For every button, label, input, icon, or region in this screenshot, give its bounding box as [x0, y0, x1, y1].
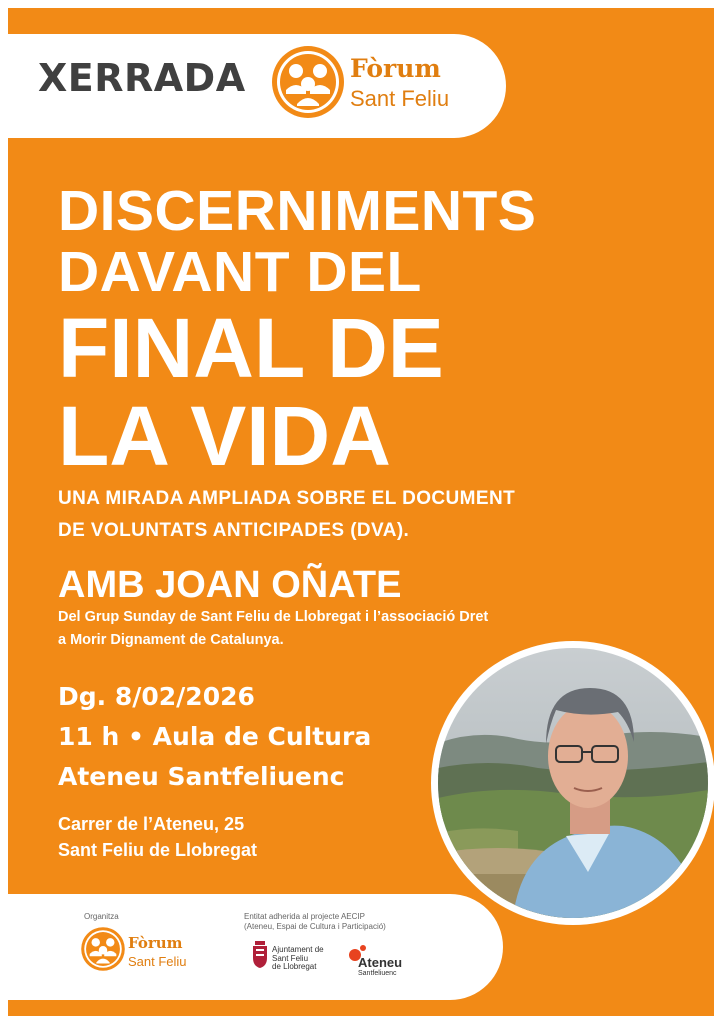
aecip-note-line-2: (Ateneu, Espai de Cultura i Participació) — [244, 922, 386, 931]
forum-logo-title: Fòrum — [350, 54, 441, 83]
aecip-note — [244, 912, 386, 932]
footer-forum-logo — [80, 926, 210, 986]
forum-logo-subtitle: Sant Feliu — [350, 86, 450, 111]
title-line-3: FINAL DE — [58, 301, 444, 395]
speaker-photo — [431, 641, 714, 925]
speaker-name: AMB JOAN OÑATE — [58, 564, 402, 606]
ajuntament-logo — [252, 940, 342, 980]
speaker-description-1: Del Grup Sunday de Sant Feliu de Llobregat i l’associació Dret — [58, 609, 489, 625]
forum-people-icon — [270, 44, 346, 120]
ajuntament-line-1: Ajuntament de — [272, 945, 324, 954]
event-venue: Ateneu Santfeliuenc — [58, 762, 345, 791]
ajuntament-line-2: Sant Feliu — [272, 953, 309, 963]
event-time-place: 11 h • Aula de Cultura — [58, 722, 372, 751]
ajuntament-line-3: de Llobregat — [272, 962, 317, 971]
speaker-portrait-image — [438, 648, 708, 918]
title-line-4: LA VIDA — [58, 389, 391, 483]
ateneu-name: Ateneu — [358, 955, 403, 970]
event-date: Dg. 8/02/2026 — [58, 682, 255, 711]
forum-logo — [270, 44, 470, 124]
subtitle-line-1: UNA MIRADA AMPLIADA SOBRE EL DOCUMENT — [58, 488, 516, 509]
event-type-label: XERRADA — [38, 56, 246, 100]
forum-people-icon — [80, 926, 126, 972]
ateneu-logo — [348, 943, 428, 983]
aecip-note-line-1: Entitat adherida al projecte AECIP — [244, 912, 365, 921]
footer-logo-subtitle: Sant Feliu — [128, 954, 187, 969]
subtitle-line-2: DE VOLUNTATS ANTICIPADES (DVA). — [58, 520, 410, 541]
speaker-description-2: a Morir Dignament de Catalunya. — [58, 632, 284, 648]
organizer-label: Organitza — [84, 912, 119, 921]
poster — [8, 8, 714, 1016]
ateneu-subname: Santfeliuenc — [358, 970, 397, 977]
event-address-line-2: Sant Feliu de Llobregat — [58, 840, 258, 860]
title-line-2: DAVANT DEL — [58, 240, 422, 304]
title-line-1: DISCERNIMENTS — [58, 179, 537, 243]
footer-logo-title: Fòrum — [128, 934, 183, 952]
coat-of-arms-icon — [252, 940, 268, 968]
event-address-line-1: Carrer de l’Ateneu, 25 — [58, 814, 245, 834]
ajuntament-name — [272, 946, 324, 972]
